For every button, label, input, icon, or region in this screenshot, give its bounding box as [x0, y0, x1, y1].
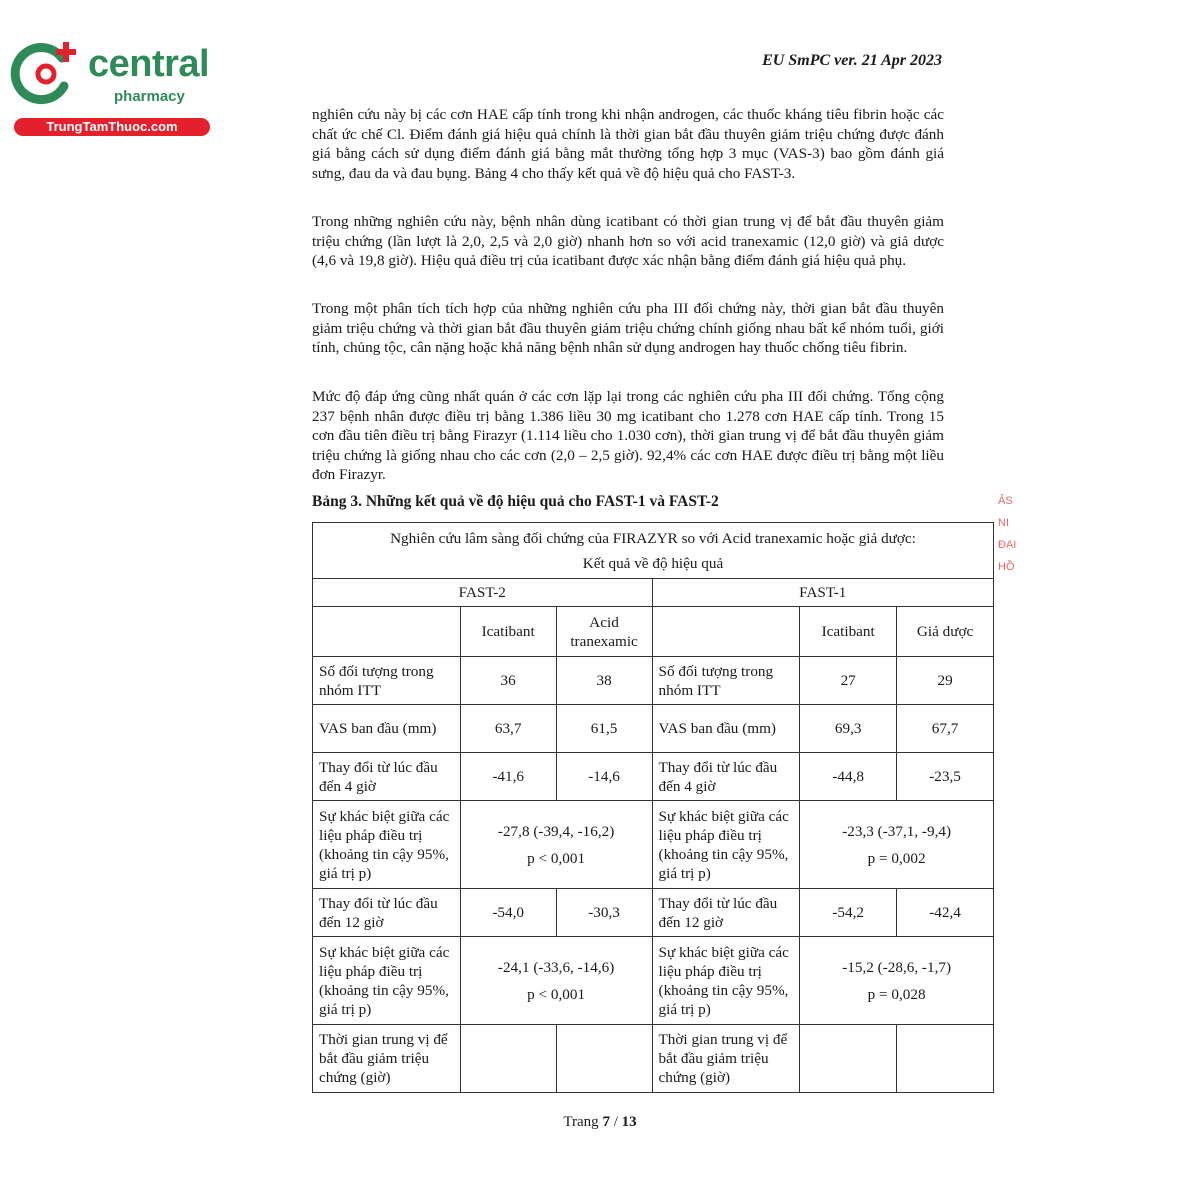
difference-p-value: p = 0,028	[867, 985, 926, 1003]
table-row	[313, 801, 994, 889]
brand-url[interactable]: TrungTamThuoc.com	[14, 118, 210, 136]
table-row	[313, 889, 994, 937]
row-label: Thay đổi từ lúc đầu đến 12 giờ	[313, 889, 461, 937]
row-label: Sự khác biệt giữa các liệu pháp điều trị (khoảng tin cậy 95%, giá trị p)	[652, 937, 800, 1025]
cell-value: -41,6	[460, 753, 556, 801]
paragraph-1: nghiên cứu này bị các cơn HAE cấp tính trong khi nhận androgen, các thuốc kháng tiêu fibrin hoặc các chất ức chế Cl. Điểm đánh giá hiệu quả chính là thời gian bắt đầu thuyên giảm triệu chứng được đánh giá bằng cách sử dụng điểm đánh giá bằng mắt thường tổng hợp 3 mục (VAS-3) bao gồm đánh giá sưng, đau da và đau bụng. Bảng 4 cho thấy kết quả về độ hiệu quả cho FAST-3.	[312, 106, 944, 182]
brand-name: central	[88, 43, 210, 85]
cell-value: 36	[460, 657, 556, 705]
efficacy-results-table	[312, 522, 994, 1093]
row-label: Số đối tượng trong nhóm ITT	[313, 657, 461, 705]
cell-value: -14,6	[556, 753, 652, 801]
cell-difference	[460, 801, 652, 889]
col-acid-line-1: Acid	[589, 613, 619, 631]
stamp-text: NI	[998, 517, 1009, 529]
row-label: Thời gian trung vị để bắt đầu giảm triệu chứng (giờ)	[652, 1025, 800, 1093]
stamp-text: HỒ	[998, 561, 1015, 573]
col-icatibant-fast-2: Icatibant	[460, 607, 556, 657]
cell-value: -23,5	[897, 753, 994, 801]
col-acid-line-2: tranexamic	[570, 632, 638, 650]
row-label: Số đối tượng trong nhóm ITT	[652, 657, 800, 705]
row-label: Sự khác biệt giữa các liệu pháp điều trị (khoảng tin cậy 95%, giá trị p)	[313, 937, 461, 1025]
col-acid-tranexamic	[556, 607, 652, 657]
row-label: VAS ban đầu (mm)	[652, 705, 800, 753]
brand-logo[interactable]	[10, 38, 220, 138]
empty-cell	[800, 1025, 897, 1093]
document-version: EU SmPC ver. 21 Apr 2023	[762, 52, 942, 69]
col-placebo: Giả dược	[897, 607, 994, 657]
table-title-row	[313, 523, 994, 579]
table-row	[313, 1025, 994, 1093]
stamp-text: ĐẠI	[998, 539, 1017, 551]
difference-ci: -15,2 (-28,6, -1,7)	[842, 958, 952, 976]
table-row	[313, 753, 994, 801]
cell-difference	[800, 937, 994, 1025]
empty-header-cell	[313, 607, 461, 657]
cell-value: 67,7	[897, 705, 994, 753]
row-label: Sự khác biệt giữa các liệu pháp điều trị (khoảng tin cậy 95%, giá trị p)	[652, 801, 800, 889]
difference-ci: -24,1 (-33,6, -14,6)	[497, 958, 615, 976]
row-label: Sự khác biệt giữa các liệu pháp điều trị (khoảng tin cậy 95%, giá trị p)	[313, 801, 461, 889]
table-row	[313, 937, 994, 1025]
empty-cell	[460, 1025, 556, 1093]
cell-value: 63,7	[460, 705, 556, 753]
empty-cell	[897, 1025, 994, 1093]
paragraph-2: Trong những nghiên cứu này, bệnh nhân dùng icatibant có thời gian trung vị để bắt đầu thuyên giảm triệu chứng (lần lượt là 2,0, 2,5 và 2,0 giờ) nhanh hơn so với acid tranexamic (12,0 giờ) và giả dược (4,6 và 19,8 giờ). Hiệu quả điều trị của icatibant được xác nhận bằng điểm đánh giá hiệu quả phụ.	[312, 213, 944, 270]
central-pharmacy-logo-icon	[10, 38, 82, 110]
difference-ci: -23,3 (-37,1, -9,4)	[842, 822, 952, 840]
paragraph-4: Mức độ đáp ứng cũng nhất quán ở các cơn lặp lại trong các nghiên cứu pha III đối chứng. Tổng cộng 237 bệnh nhân được điều trị bằng 1.386 liều 30 mg icatibant cho 1.278 cơn HAE cấp tính. Trong 15 cơn đầu tiên điều trị bằng Firazyr (1.114 liều cho 1.030 cơn), thời gian trung vị để bắt đầu thuyên giảm triệu chứng là giống nhau cho các cơn (2,0 – 2,5 giờ). 92,4% các cơn HAE được điều trị bằng một liều đơn Firazyr.	[312, 388, 944, 484]
empty-header-cell	[652, 607, 800, 657]
row-label: Thay đổi từ lúc đầu đến 4 giờ	[313, 753, 461, 801]
cell-value: -54,0	[460, 889, 556, 937]
cell-value: 38	[556, 657, 652, 705]
study-fast-2: FAST-2	[313, 579, 653, 607]
page-separator: /	[613, 1114, 618, 1130]
page-total: 13	[621, 1114, 637, 1130]
study-header-row	[313, 579, 994, 607]
table-title-line-2: Kết quả về độ hiệu quả	[582, 554, 724, 572]
margin-stamp	[998, 490, 1020, 640]
row-label: Thay đổi từ lúc đầu đến 12 giờ	[652, 889, 800, 937]
table-row	[313, 657, 994, 705]
difference-p-value: p < 0,001	[527, 849, 586, 867]
paragraph-3: Trong một phân tích tích hợp của những nghiên cứu pha III đối chứng này, thời gian bắt đầu thuyên giảm triệu chứng và thời gian bắt đầu thuyên giảm triệu chứng chính giống nhau bất kể nhóm tuổi, giới tính, chủng tộc, cân nặng hoặc khả năng bệnh nhân sử dụng androgen hay thuốc chống tiêu fibrin.	[312, 300, 944, 357]
cell-value: -42,4	[897, 889, 994, 937]
difference-p-value: p = 0,002	[867, 849, 926, 867]
table-title	[313, 523, 994, 579]
cell-value: 29	[897, 657, 994, 705]
column-header-row	[313, 607, 994, 657]
study-fast-1: FAST-1	[652, 579, 993, 607]
table-caption: Bảng 3. Những kết quả về độ hiệu quả cho FAST-1 và FAST-2	[312, 493, 719, 510]
page-prefix: Trang	[563, 1114, 599, 1130]
difference-p-value: p < 0,001	[527, 985, 586, 1003]
row-label: Thay đổi từ lúc đầu đến 4 giờ	[652, 753, 800, 801]
cell-value: -30,3	[556, 889, 652, 937]
cell-difference	[460, 937, 652, 1025]
cell-value: 61,5	[556, 705, 652, 753]
row-label: Thời gian trung vị để bắt đầu giảm triệu chứng (giờ)	[313, 1025, 461, 1093]
cell-difference	[800, 801, 994, 889]
brand-sub: pharmacy	[114, 88, 185, 105]
cell-value: 69,3	[800, 705, 897, 753]
cell-value: -54,2	[800, 889, 897, 937]
table-title-line-1: Nghiên cứu lâm sàng đối chứng của FIRAZYR so với Acid tranexamic hoặc giả dược:	[390, 529, 916, 547]
col-icatibant-fast-1: Icatibant	[800, 607, 897, 657]
page-number	[0, 1114, 1200, 1131]
stamp-text: ẢS	[998, 495, 1013, 507]
page-current: 7	[602, 1114, 610, 1130]
cell-value: -44,8	[800, 753, 897, 801]
cell-value: 27	[800, 657, 897, 705]
difference-ci: -27,8 (-39,4, -16,2)	[497, 822, 615, 840]
row-label: VAS ban đầu (mm)	[313, 705, 461, 753]
table-row	[313, 705, 994, 753]
empty-cell	[556, 1025, 652, 1093]
